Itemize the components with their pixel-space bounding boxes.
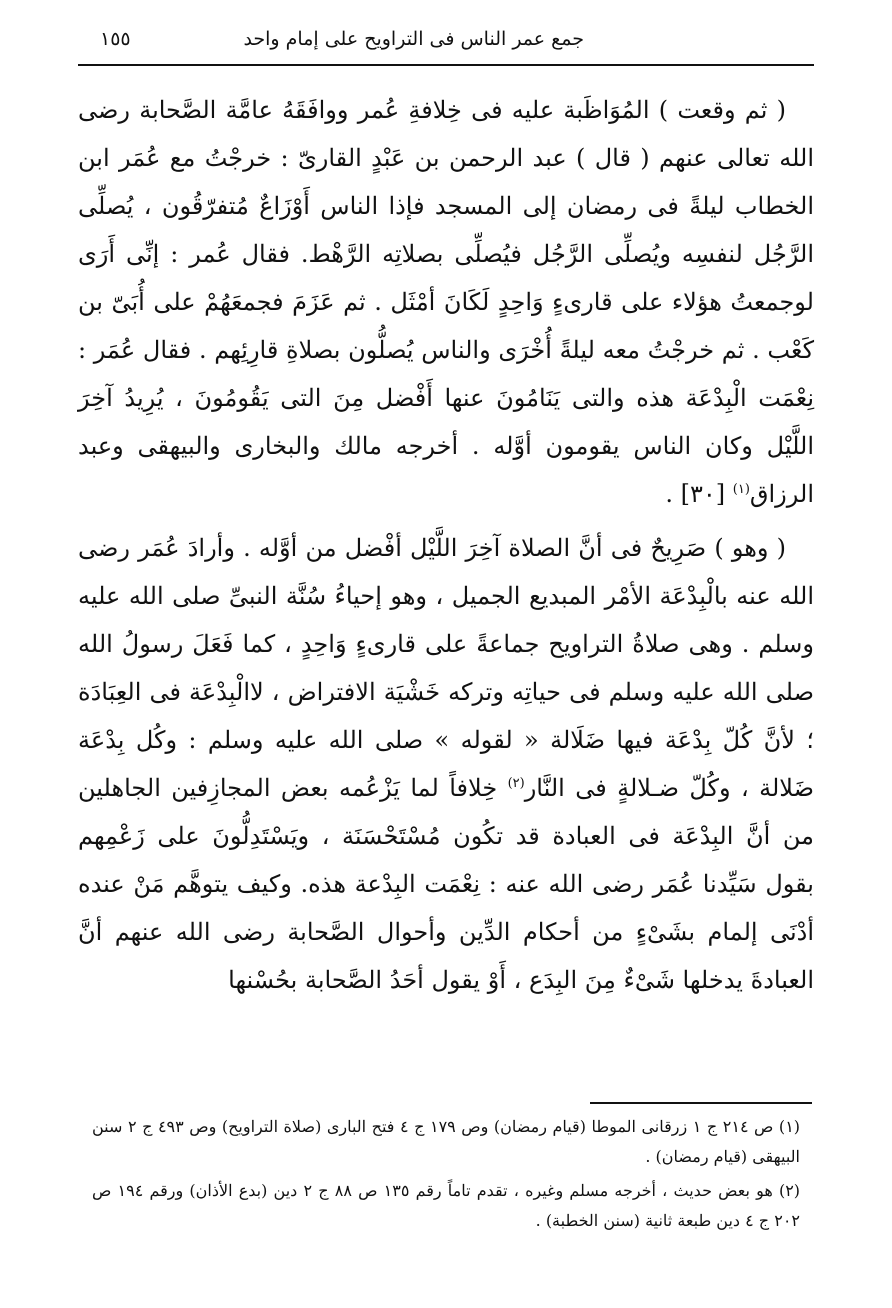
footnote-rule [590,1102,812,1104]
paragraph-2 [78,524,814,1004]
paragraph-1-tail: [٣٠] . [665,480,733,508]
paragraph-2-text-b: خِلافاً لما يَزْعُمه بعض المجازِفين الجاهلين من أنَّ البِدْعَة فى العبادة قد تكُون مُسْتَحْسَنَة ، ويَسْتَدِلُّونَ على زَعْمِهم بقول سَيِّدنا عُمَر رضى الله عنه : نِعْمَت البِدْعة هذه. وكيف يتوهَّم مَنْ عنده أدْنَى إلمام بشَىْءٍ من أحكام الدِّين وأحوال الصَّحابة رضى الله عنهم أنَّ العبادةَ يدخلها شَىْءٌ مِنَ البِدَع ، أَوْ يقول أحَدُ الصَّحابة بحُسْنها [78,774,814,994]
footnote-ref-2: (٢) [507,776,525,791]
running-title: جمع عمر الناس فى التراويح على إمام واحد [243,28,584,50]
main-text [78,86,814,1004]
footnote-ref-1: (١) [732,482,750,497]
paragraph-1 [78,86,814,518]
footnote-2: (٢) هو بعض حديث ، أخرجه مسلم وغيره ، تقدم تاماً رقم ١٣٥ ص ٨٨ ج ٢ دين (بدع الأذان) ورقم ١٩٤ ص ٢٠٢ ج ٤ دين طبعة ثانية (سنن الخطبة) . [92,1181,801,1230]
footnotes [92,1112,800,1240]
header-rule [78,64,814,66]
paragraph-2-text-a: ( وهو ) صَرِيحٌ فى أنَّ الصلاة آخِرَ اللَّيْل أفْضل من أوَّله . وأرادَ عُمَر رضى الله عنه بالْبِدْعَة الأمْر المبديع الجميل ، وهو إحياءُ سُنَّة النبىِّ صلى الله عليه وسلم . وهى صلاةُ التراويح جماعةً على قارىءٍ وَاحِدٍ ، كما فَعَلَ رسولُ الله صلى الله عليه وسلم فى حياتِه وتركه خَشْيَة الافتراض ، لاالْبِدْعَة فى العِبَادَة ؛ لأنَّ كُلّ بِدْعَة فيها ضَلَالة « لقوله » صلى الله عليه وسلم : وكُل بِدْعَة ضَلالة ، وكُلّ ضـلالةٍ فى النَّار [78,534,815,802]
paragraph-1-text: ( ثم وقعت ) المُوَاظَبة عليه فى خِلافةِ عُمر ووافَقَهُ عامَّة الصَّحابة رضى الله تعالى عنهم ( قال ) عبد الرحمن بن عَبْدٍ القارىّ : خرجْتُ مع عُمَر ابن الخطاب ليلةً فى رمضان إلى المسجد فإذا الناس أَوْزَاعٌ مُتفرّقُون ، يُصلِّى الرَّجُل لنفسِه ويُصلِّى الرَّجُل فيُصلِّى بصلاتِه الرَّهْط. فقال عُمر : إنِّى أَرَى لوجمعتُ هؤلاء على قارىءٍ وَاحِدٍ لَكَانَ أمْثَل . ثم عَزَمَ فجمعَهُمْ على أُبَىّ بن كَعْب . ثم خرجْتُ معه ليلةً أُخْرَى والناس يُصلُّون بصلاةِ قارِئِهم . فقال عُمَر : نِعْمَت الْبِدْعَة هذه والتى يَنَامُونَ عنها أَفْضل مِنَ التى يَقُومُونَ ، يُرِيدُ آخِرَ اللَّيْل وكان الناس يقومون أوَّله . أخرجه مالك والبخارى والبيهقى وعبد الرزاق [78,96,815,508]
running-head [78,22,814,62]
page-number: ١٥٥ [100,28,131,50]
footnote-1: (١) ص ٢١٤ ج ١ زرقانى الموطا (قيام رمضان) وص ١٧٩ ج ٤ فتح البارى (صلاة التراويح) وص ٤٩٣ ج ٢ سنن البيهقى (قيام رمضان) . [92,1117,801,1166]
